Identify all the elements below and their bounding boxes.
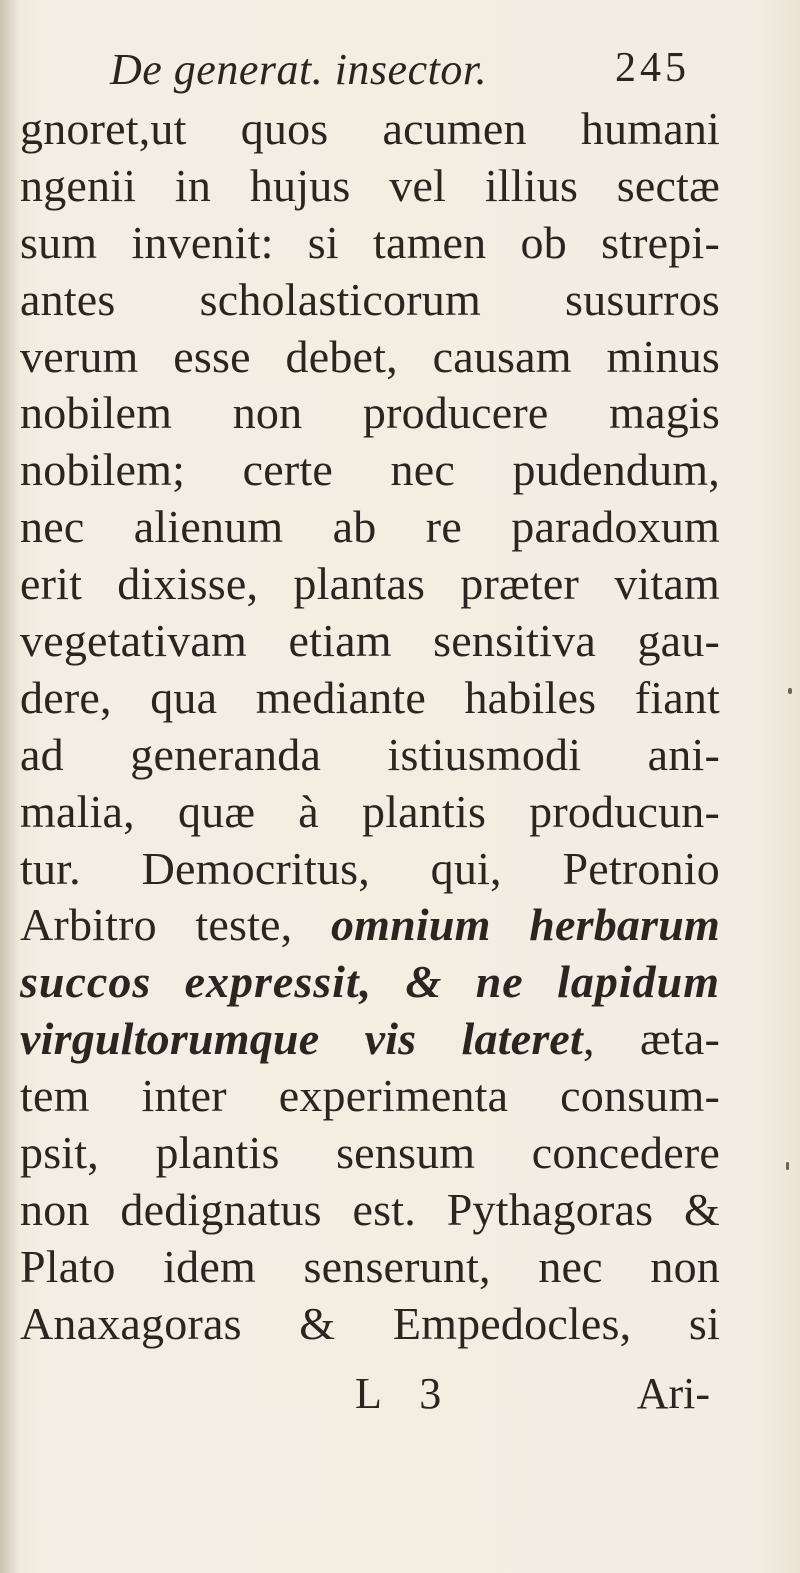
text-line: nobilem; certe nec pudendum, [20,444,720,496]
page-header [110,44,690,104]
paper-speck [788,688,792,694]
text-line: malia, quæ à plantis producun- [20,785,720,837]
signature-mark: L 3 [355,1369,456,1418]
text-line: succos expressit, & ne lapidum [20,956,720,1008]
text-line: vegetativam etiam sensitiva gau- [20,615,720,667]
text-line: dere, qua mediante habiles fiant [20,671,720,723]
page-number: 245 [615,45,690,91]
italic-run: omnium herbarum [330,899,720,951]
text-line: gnoret,ut quos acumen humani [20,103,720,154]
text-line: nobilem non producere magis [20,387,720,439]
text-line: sum invenit: si tamen ob strepi- [20,216,720,268]
text-line: ngenii in hujus vel illius sectæ [20,159,720,211]
paper-speck [786,1162,789,1170]
text-line: psit, plantis sensum concedere [20,1127,720,1179]
body-text [20,101,720,1353]
text-line: non dedignatus est. Pythagoras & [20,1183,720,1235]
text-line: antes scholasticorum susurros [20,273,720,325]
text-line: ad generanda istiusmodi ani- [20,728,720,780]
text-line: verum esse debet, causam minus [20,330,720,382]
running-title: De generat. insector. [110,45,488,94]
catchword: Ari- [636,1369,710,1418]
gutter-shadow [0,0,20,1573]
text-line: nec alienum ab re paradoxum [20,501,720,553]
roman-run: Arbitro teste, [20,899,331,951]
page-footer [110,1368,710,1428]
text-line: tem inter experimenta consum- [20,1070,720,1122]
text-line: Plato idem senserunt, nec non [20,1240,720,1292]
roman-run: , æta- [583,1013,720,1065]
text-line: tur. Democritus, qui, Petronio [20,842,720,894]
text-line [20,897,720,954]
text-line: erit dixisse, plantas præter vitam [20,558,720,610]
text-line [20,1011,720,1068]
italic-run: virgultorumque vis lateret [20,1013,584,1065]
text-line: Anaxagoras & Empedocles, si [20,1297,720,1349]
